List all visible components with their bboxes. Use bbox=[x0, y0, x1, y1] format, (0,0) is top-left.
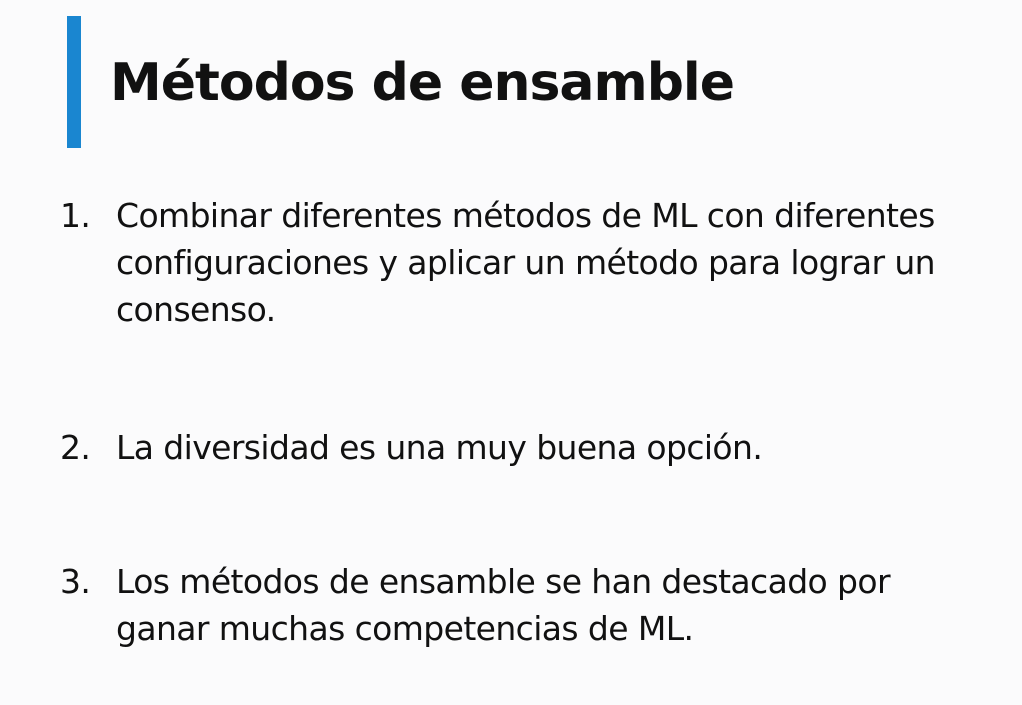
list-item-text: Combinar diferentes métodos de ML con diferentes configuraciones y aplicar un método para lograr un consenso. bbox=[116, 196, 935, 329]
title-accent-bar bbox=[67, 16, 81, 148]
list-item-number: 2. bbox=[60, 428, 91, 467]
list-item-text: Los métodos de ensamble se han destacado por ganar muchas competencias de ML. bbox=[116, 562, 890, 648]
list-item-number: 3. bbox=[60, 562, 91, 601]
slide-title: Métodos de ensamble bbox=[110, 53, 735, 113]
list-item-number: 1. bbox=[60, 196, 91, 235]
list-item-text: La diversidad es una muy buena opción. bbox=[116, 428, 763, 467]
